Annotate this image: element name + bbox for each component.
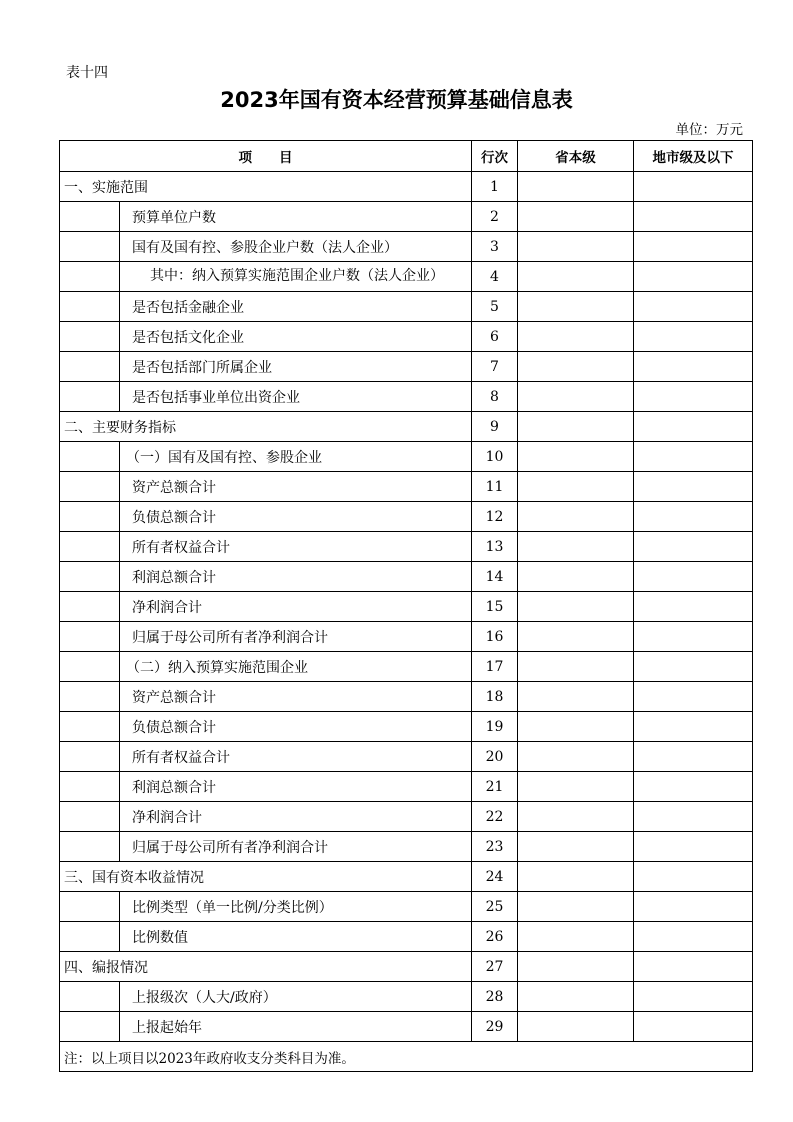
table-note: 注：以上项目以2023年政府收支分类科目为准。 (60, 1042, 753, 1072)
table-row (60, 292, 753, 322)
provincial-value-cell[interactable] (518, 232, 634, 262)
item-label: 资产总额合计 (120, 682, 472, 712)
table-number-label: 表十四 (66, 65, 108, 81)
provincial-value-cell[interactable] (518, 262, 634, 292)
row-number: 14 (472, 562, 518, 592)
unit-label: 单位：万元 (675, 122, 743, 138)
table-row (60, 412, 753, 442)
item-label: （二）纳入预算实施范围企业 (120, 652, 472, 682)
item-label: 净利润合计 (120, 592, 472, 622)
item-label: 是否包括部门所属企业 (120, 352, 472, 382)
item-label: 是否包括文化企业 (120, 322, 472, 352)
item-label: 预算单位户数 (120, 202, 472, 232)
provincial-value-cell[interactable] (518, 802, 634, 832)
municipal-value-cell[interactable] (634, 412, 753, 442)
municipal-value-cell[interactable] (634, 382, 753, 412)
provincial-value-cell[interactable] (518, 892, 634, 922)
indent-cell (60, 292, 120, 322)
row-number: 23 (472, 832, 518, 862)
item-label: 利润总额合计 (120, 562, 472, 592)
provincial-value-cell[interactable] (518, 682, 634, 712)
table-row (60, 652, 753, 682)
table-row (60, 382, 753, 412)
header-item: 项 目 (60, 141, 472, 172)
row-number: 25 (472, 892, 518, 922)
indent-cell (60, 1012, 120, 1042)
provincial-value-cell[interactable] (518, 202, 634, 232)
provincial-value-cell[interactable] (518, 532, 634, 562)
table-row (60, 802, 753, 832)
row-number: 20 (472, 742, 518, 772)
municipal-value-cell[interactable] (634, 532, 753, 562)
item-label: 利润总额合计 (120, 772, 472, 802)
section-label: 一、实施范围 (60, 172, 472, 202)
item-label: 资产总额合计 (120, 472, 472, 502)
municipal-value-cell[interactable] (634, 232, 753, 262)
row-number: 1 (472, 172, 518, 202)
table-row (60, 952, 753, 982)
item-label: （一）国有及国有控、参股企业 (120, 442, 472, 472)
provincial-value-cell[interactable] (518, 292, 634, 322)
table-row (60, 562, 753, 592)
table-row (60, 922, 753, 952)
provincial-value-cell[interactable] (518, 712, 634, 742)
item-label: 上报起始年 (120, 1012, 472, 1042)
provincial-value-cell[interactable] (518, 412, 634, 442)
municipal-value-cell[interactable] (634, 442, 753, 472)
item-label: 比例数值 (120, 922, 472, 952)
provincial-value-cell[interactable] (518, 772, 634, 802)
table-row (60, 892, 753, 922)
row-number: 17 (472, 652, 518, 682)
municipal-value-cell[interactable] (634, 592, 753, 622)
provincial-value-cell[interactable] (518, 562, 634, 592)
indent-cell (60, 712, 120, 742)
table-row (60, 502, 753, 532)
indent-cell (60, 772, 120, 802)
row-number: 26 (472, 922, 518, 952)
indent-cell (60, 262, 120, 292)
indent-cell (60, 742, 120, 772)
row-number: 11 (472, 472, 518, 502)
municipal-value-cell[interactable] (634, 742, 753, 772)
indent-cell (60, 892, 120, 922)
indent-cell (60, 802, 120, 832)
table-row (60, 742, 753, 772)
municipal-value-cell[interactable] (634, 862, 753, 892)
item-label: 所有者权益合计 (120, 742, 472, 772)
municipal-value-cell[interactable] (634, 202, 753, 232)
municipal-value-cell[interactable] (634, 472, 753, 502)
provincial-value-cell[interactable] (518, 172, 634, 202)
provincial-value-cell[interactable] (518, 952, 634, 982)
row-number: 4 (472, 262, 518, 292)
indent-cell (60, 232, 120, 262)
municipal-value-cell[interactable] (634, 172, 753, 202)
indent-cell (60, 682, 120, 712)
row-number: 16 (472, 622, 518, 652)
header-provincial: 省本级 (518, 141, 634, 172)
row-number: 8 (472, 382, 518, 412)
row-number: 10 (472, 442, 518, 472)
note-row (60, 1042, 753, 1072)
indent-cell (60, 472, 120, 502)
table-row (60, 322, 753, 352)
municipal-value-cell[interactable] (634, 922, 753, 952)
page-title: 2023年国有资本经营预算基础信息表 (220, 88, 573, 112)
table-row (60, 982, 753, 1012)
item-label: 比例类型（单一比例/分类比例） (120, 892, 472, 922)
row-number: 5 (472, 292, 518, 322)
table-row (60, 532, 753, 562)
table-row (60, 682, 753, 712)
provincial-value-cell[interactable] (518, 652, 634, 682)
indent-cell (60, 922, 120, 952)
table-row (60, 172, 753, 202)
section-label: 二、主要财务指标 (60, 412, 472, 442)
provincial-value-cell[interactable] (518, 742, 634, 772)
indent-cell (60, 532, 120, 562)
indent-cell (60, 442, 120, 472)
row-number: 18 (472, 682, 518, 712)
row-number: 3 (472, 232, 518, 262)
municipal-value-cell[interactable] (634, 982, 753, 1012)
municipal-value-cell[interactable] (634, 562, 753, 592)
municipal-value-cell[interactable] (634, 292, 753, 322)
provincial-value-cell[interactable] (518, 322, 634, 352)
header-municipal: 地市级及以下 (634, 141, 753, 172)
item-label: 上报级次（人大/政府） (120, 982, 472, 1012)
indent-cell (60, 352, 120, 382)
provincial-value-cell[interactable] (518, 352, 634, 382)
provincial-value-cell[interactable] (518, 472, 634, 502)
provincial-value-cell[interactable] (518, 502, 634, 532)
table-row (60, 592, 753, 622)
municipal-value-cell[interactable] (634, 712, 753, 742)
table-row (60, 832, 753, 862)
row-number: 13 (472, 532, 518, 562)
row-number: 2 (472, 202, 518, 232)
table-row (60, 622, 753, 652)
row-number: 28 (472, 982, 518, 1012)
municipal-value-cell[interactable] (634, 352, 753, 382)
row-number: 21 (472, 772, 518, 802)
row-number: 24 (472, 862, 518, 892)
row-number: 15 (472, 592, 518, 622)
budget-info-table (59, 140, 753, 1072)
table-header-row (60, 141, 753, 172)
indent-cell (60, 652, 120, 682)
section-label: 三、国有资本收益情况 (60, 862, 472, 892)
table-row (60, 442, 753, 472)
row-number: 22 (472, 802, 518, 832)
provincial-value-cell[interactable] (518, 442, 634, 472)
section-label: 四、编报情况 (60, 952, 472, 982)
item-label: 负债总额合计 (120, 502, 472, 532)
row-number: 9 (472, 412, 518, 442)
item-label: 归属于母公司所有者净利润合计 (120, 832, 472, 862)
row-number: 29 (472, 1012, 518, 1042)
table-row (60, 262, 753, 292)
indent-cell (60, 562, 120, 592)
indent-cell (60, 382, 120, 412)
row-number: 6 (472, 322, 518, 352)
municipal-value-cell[interactable] (634, 1012, 753, 1042)
municipal-value-cell[interactable] (634, 622, 753, 652)
indent-cell (60, 502, 120, 532)
municipal-value-cell[interactable] (634, 892, 753, 922)
item-label: 是否包括事业单位出资企业 (120, 382, 472, 412)
municipal-value-cell[interactable] (634, 262, 753, 292)
item-label: 净利润合计 (120, 802, 472, 832)
row-number: 12 (472, 502, 518, 532)
indent-cell (60, 322, 120, 352)
table-row (60, 712, 753, 742)
item-label-text: 其中：纳入预算实施范围企业户数（法人企业） (150, 268, 444, 284)
table-row (60, 202, 753, 232)
municipal-value-cell[interactable] (634, 952, 753, 982)
item-label: 所有者权益合计 (120, 532, 472, 562)
municipal-value-cell[interactable] (634, 802, 753, 832)
provincial-value-cell[interactable] (518, 862, 634, 892)
provincial-value-cell[interactable] (518, 1012, 634, 1042)
item-label (120, 262, 472, 292)
provincial-value-cell[interactable] (518, 592, 634, 622)
municipal-value-cell[interactable] (634, 502, 753, 532)
provincial-value-cell[interactable] (518, 922, 634, 952)
municipal-value-cell[interactable] (634, 832, 753, 862)
table-row (60, 232, 753, 262)
municipal-value-cell[interactable] (634, 772, 753, 802)
indent-cell (60, 622, 120, 652)
table-row (60, 472, 753, 502)
table-row (60, 1012, 753, 1042)
indent-cell (60, 592, 120, 622)
row-number: 27 (472, 952, 518, 982)
provincial-value-cell[interactable] (518, 622, 634, 652)
table-row (60, 862, 753, 892)
item-label: 归属于母公司所有者净利润合计 (120, 622, 472, 652)
item-label: 是否包括金融企业 (120, 292, 472, 322)
item-label: 国有及国有控、参股企业户数（法人企业） (120, 232, 472, 262)
municipal-value-cell[interactable] (634, 682, 753, 712)
table-row (60, 772, 753, 802)
provincial-value-cell[interactable] (518, 982, 634, 1012)
municipal-value-cell[interactable] (634, 322, 753, 352)
provincial-value-cell[interactable] (518, 832, 634, 862)
row-number: 7 (472, 352, 518, 382)
provincial-value-cell[interactable] (518, 382, 634, 412)
indent-cell (60, 202, 120, 232)
table-row (60, 352, 753, 382)
table-body (60, 172, 753, 1042)
indent-cell (60, 982, 120, 1012)
indent-cell (60, 832, 120, 862)
row-number: 19 (472, 712, 518, 742)
header-row-number: 行次 (472, 141, 518, 172)
municipal-value-cell[interactable] (634, 652, 753, 682)
item-label: 负债总额合计 (120, 712, 472, 742)
